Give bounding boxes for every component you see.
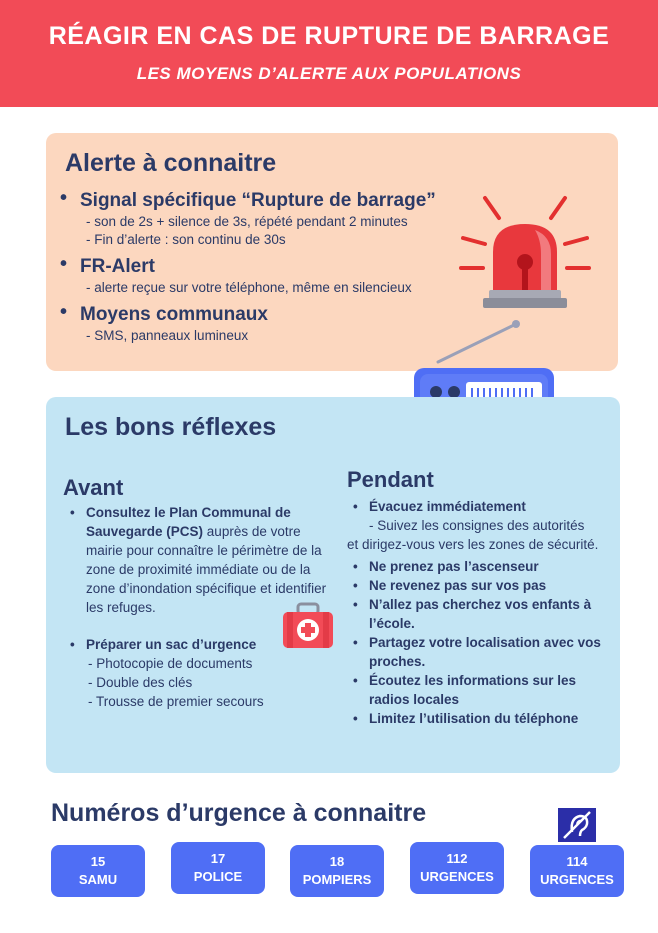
avant-item [70,503,332,617]
urgences-112-number: 112 [446,851,468,866]
alert-item-detail: - alerte reçue sur votre téléphone, même en silencieux [86,280,412,295]
first-aid-kit-icon [281,602,335,650]
reflexes-section-title: Les bons réflexes [65,413,277,441]
police-button[interactable] [171,842,265,894]
pendant-list [347,497,605,728]
urgences-114-button[interactable] [530,845,624,897]
hearing-impaired-icon [558,808,596,842]
alert-item-title: • Moyens communaux [80,304,268,325]
pompiers-button[interactable] [290,845,384,897]
page-title: RÉAGIR EN CAS DE RUPTURE DE BARRAGE [48,22,610,50]
avant-item-text: auprès de votre mairie pour connaître le périmètre de la zone de proximité immédiate ou de la zone d’inondation spécifique et identifier les refuges. [86,524,327,615]
avant-title: Avant [63,475,124,500]
avant-item-bold: Consultez le Plan Communal de Sauvegarde (PCS) [86,505,291,539]
pendant-note: et dirigez-vous vers les zones de sécurité. [347,537,599,552]
alert-item-detail: - son de 2s + silence de 3s, répété pendant 2 minutes [86,214,408,229]
pendant-item: • Partagez votre localisation avec vos proches. [347,633,605,671]
samu-button[interactable] [51,845,145,897]
police-label: POLICE [193,869,243,884]
pendant-note: - Suivez les consignes des autorités [369,518,585,533]
header-banner [0,0,658,107]
alert-item-detail: - SMS, panneaux lumineux [86,328,249,343]
pendant-title: Pendant [347,467,434,492]
samu-label: SAMU [78,872,118,887]
alert-item-title: • Signal spécifique “Rupture de barrage” [80,190,436,211]
reflexes-section [46,397,620,773]
page-subtitle: LES MOYENS D’ALERTE AUX POPULATIONS [136,64,522,83]
pompiers-number: 18 [329,854,345,869]
pendant-item: • Limitez l’utilisation du téléphone [347,709,605,728]
pendant-item: • Ne revenez pas sur vos pas [347,576,605,595]
avant-item-sub: - Photocopie de documents [88,656,253,671]
urgences-114-number: 114 [566,854,588,869]
pendant-item: • Ne prenez pas l’ascenseur [347,557,605,576]
urgences-112-button[interactable] [410,842,504,894]
alert-item [58,189,498,249]
pendant-item: • Évacuez immédiatement [347,497,605,516]
pendant-item: • N’allez pas cherchez vos enfants à l’école. [347,595,605,633]
alert-section-title: Alerte à connaitre [65,149,277,177]
avant-item-sub: - Double des clés [88,675,193,690]
pendant-item: • Écoutez les informations sur les radios locales [347,671,605,709]
siren-icon [455,190,595,315]
police-number: 17 [210,851,226,866]
samu-number: 15 [90,854,106,869]
alert-item [58,255,498,297]
avant-item-sub: - Trousse de premier secours [88,694,264,709]
alert-item-title: • FR-Alert [80,256,155,277]
numbers-title: Numéros d’urgence à connaitre [51,799,427,827]
pompiers-label: POMPIERS [302,872,372,887]
alert-item-detail: - Fin d’alerte : son continu de 30s [86,232,286,247]
avant-item-bold: Préparer un sac d’urgence [86,637,257,652]
urgences-112-label: URGENCES [420,869,494,884]
urgences-114-label: URGENCES [540,872,614,887]
